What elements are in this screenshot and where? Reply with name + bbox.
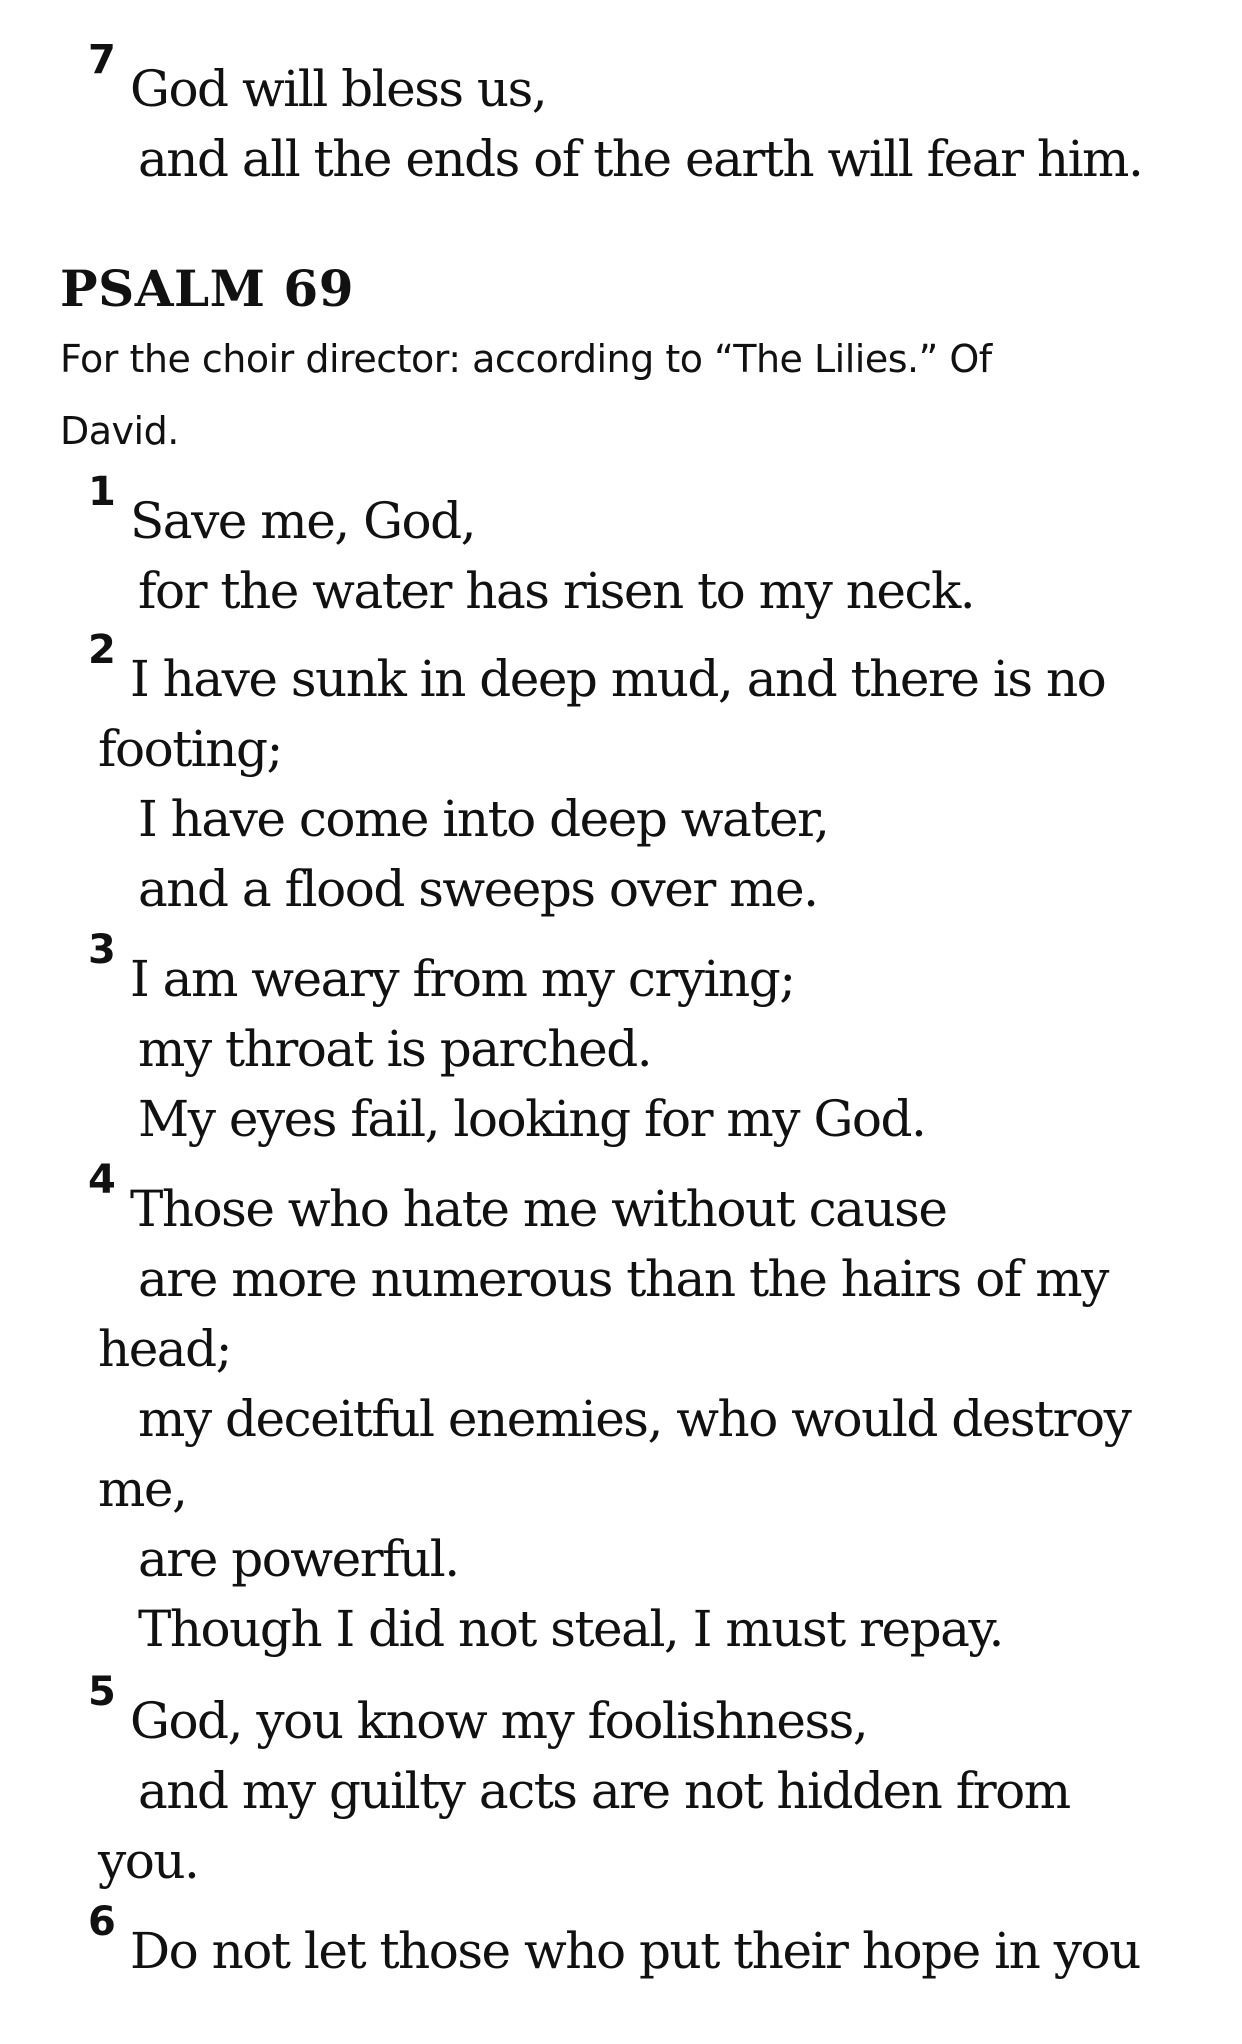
psalm-superscription: David. (60, 409, 179, 453)
verse-line: Save me, God, (130, 492, 476, 550)
verse-line: for the water has risen to my neck. (138, 562, 975, 620)
verse-line: me, (98, 1460, 187, 1518)
verse-number: 6 (88, 1899, 116, 1945)
verse-number: 7 (88, 37, 116, 83)
verse-line: footing; (98, 720, 282, 778)
verse-number: 4 (88, 1157, 116, 1203)
verse-line: God, you know my foolishness, (130, 1692, 868, 1750)
verse-line: are powerful. (138, 1530, 459, 1588)
verse-line: My eyes fail, looking for my God. (138, 1090, 926, 1148)
psalm-heading: PSALM 69 (60, 259, 354, 318)
verse-line: Though I did not steal, I must repay. (138, 1600, 1003, 1658)
verse-number: 1 (88, 469, 116, 515)
verse-line: I have come into deep water, (138, 790, 829, 848)
verse-line: Those who hate me without cause (130, 1180, 947, 1238)
verse-line: head; (98, 1320, 231, 1378)
verse-line: God will bless us, (130, 60, 547, 118)
verse-line: and all the ends of the earth will fear him. (138, 130, 1143, 188)
verse-line: and my guilty acts are not hidden from (138, 1762, 1070, 1820)
verse-line: I have sunk in deep mud, and there is no (130, 650, 1106, 708)
verse-line: and a flood sweeps over me. (138, 860, 818, 918)
verse-line: my throat is parched. (138, 1020, 652, 1078)
verse-line: you. (98, 1832, 199, 1890)
verse-number: 2 (88, 627, 116, 673)
verse-line: I am weary from my crying; (130, 950, 795, 1008)
verse-number: 5 (88, 1669, 116, 1715)
psalm-superscription: For the choir director: according to “The Lilies.” Of (60, 337, 992, 381)
verse-line: Do not let those who put their hope in you (130, 1922, 1140, 1980)
verse-line: my deceitful enemies, who would destroy (138, 1390, 1131, 1448)
verse-number: 3 (88, 927, 116, 973)
verse-line: are more numerous than the hairs of my (138, 1250, 1108, 1308)
